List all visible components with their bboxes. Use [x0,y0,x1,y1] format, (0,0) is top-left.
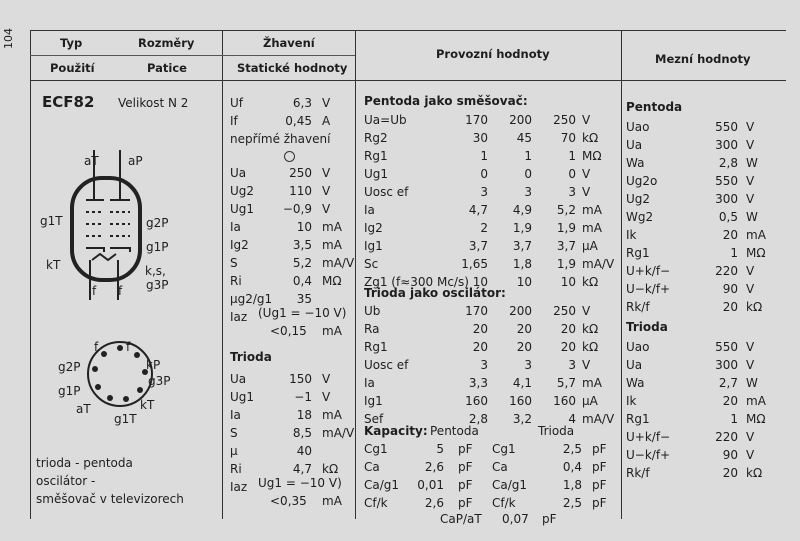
static-triode-unit: mA [322,408,342,422]
oscillator-v2: 200 [509,304,532,318]
limit-triode-val: 1 [730,412,738,426]
limit-pentode-unit: V [746,120,755,134]
limit-pentode-symbol: U−k/f+ [626,282,671,296]
heating-val: 6,3 [292,96,312,110]
limit-triode-symbol: Uao [626,340,650,354]
mixer-v1: 170 [465,113,488,127]
oscillator-symbol: Ia [364,376,375,390]
label-aT: aT [84,154,99,168]
limit-pentode-unit: kΩ [746,300,763,314]
oscillator-unit: V [582,304,591,318]
oscillator-v2: 3,2 [512,412,532,426]
col-rule-1 [222,30,223,519]
base-label-f1: f [94,340,99,354]
label-kT: kT [46,258,61,272]
static-triode-val: −1 [294,390,312,404]
limit-triode-val: 300 [715,358,738,372]
pin-2 [134,352,140,358]
oscillator-v3: 4 [568,412,576,426]
static-triode-iaz-unit: mA [322,494,342,508]
pin-5 [123,396,129,402]
usage-line-2: oscilátor - [36,474,96,488]
pin-9 [101,351,107,357]
limit-pentode-val: 0,5 [718,210,738,224]
label-f1: f [92,284,97,298]
capacity-pentode-value: 2,6 [424,460,444,474]
static-pentode-unit: mA [322,238,342,252]
limit-pentode-unit: mA [746,228,766,242]
mixer-v1: 3 [480,185,488,199]
limit-pentode-unit: V [746,138,755,152]
capacity-pentode-symbol: Ca/g1 [364,478,400,492]
static-triode-symbol: Ia [230,408,241,422]
mixer-v2: 1,8 [512,257,532,271]
limit-pentode-val: 2,8 [718,156,738,170]
static-triode-unit: V [322,372,331,386]
tube-name: ECF82 [42,93,95,111]
capacity-pentode-value: 0,01 [417,478,444,492]
mixer-v1: 3,7 [468,239,488,253]
mixer-v1: 1,65 [461,257,488,271]
oscillator-symbol: Ra [364,322,380,336]
static-pentode-symbol: Ug2 [230,184,255,198]
label-f2: f [118,284,123,298]
capacity-triode-value: 2,5 [562,496,582,510]
heater [92,254,116,260]
limit-pentode-symbol: Uao [626,120,650,134]
static-pentode-val: −0,9 [282,202,312,216]
pin-8 [92,366,98,372]
mixer-unit: mA [582,221,602,235]
mixer-symbol: Ig2 [364,221,383,235]
capacity-triode-unit: pF [592,442,607,456]
left-rule [30,30,31,519]
limit-triode-val: 90 [722,448,738,462]
mixer-v2: 0 [524,167,532,181]
limit-pentode-unit: V [746,192,755,206]
capacity-pentode-unit: pF [458,478,473,492]
static-pentode-symbol: Ua [230,166,247,180]
capacity-triode-value: 1,8 [562,478,582,492]
limit-pentode-unit: W [746,210,758,224]
mixer-v3: 1 [568,149,576,163]
oscillator-unit: V [582,358,591,372]
oscillator-v3: 5,7 [556,376,576,390]
limit-pentode-symbol: Wg2 [626,210,654,224]
limit-pentode-symbol: Wa [626,156,645,170]
limit-triode-unit: MΩ [746,412,766,426]
static-pentode-val: 5,2 [292,256,312,270]
header-typ: Typ [60,36,83,50]
capacity-triode-unit: pF [592,460,607,474]
oscillator-v3: 20 [560,322,576,336]
capacity-pentoda-label: Pentoda [430,424,479,438]
mixer-v1: 10 [472,275,488,289]
limit-pentode-val: 300 [715,138,738,152]
oscillator-unit: mA/V [582,412,615,426]
oscillator-v1: 2,8 [468,412,488,426]
header-rozmery: Rozměry [138,36,195,50]
tube-envelope [72,178,140,280]
static-pentode-iaz-condition: (Ug1 = −10 V) [258,306,347,320]
heating-unit: A [322,114,331,128]
capacity-inter-unit: pF [542,512,557,526]
label-g2P: g2P [146,216,169,230]
mixer-v1: 0 [480,167,488,181]
col-rule-3 [621,30,622,519]
oscillator-v3: 20 [560,340,576,354]
static-triode-symbol: μ [230,444,238,458]
mixer-v2: 4,9 [512,203,532,217]
oscillator-v2: 20 [516,322,532,336]
capacity-triode-symbol: Cg1 [492,442,516,456]
mixer-unit: V [582,113,591,127]
static-pentode-val: 35 [296,292,312,306]
limit-pentode-val: 300 [715,192,738,206]
mixer-v3: 3 [568,185,576,199]
oscillator-symbol: Uosc ef [364,358,409,372]
static-pentode-unit: V [322,184,331,198]
header-subrule [30,55,222,56]
mixer-symbol: Ua=Ub [364,113,407,127]
mixer-symbol: Ig1 [364,239,383,253]
mixer-unit: kΩ [582,131,599,145]
label-g1T: g1T [40,214,63,228]
mixer-symbol: Ug1 [364,167,389,181]
static-triode-iaz-symbol: Iaz [230,480,248,494]
oscillator-v1: 3,3 [468,376,488,390]
limit-triode-val: 220 [715,430,738,444]
static-triode-unit: V [322,390,331,404]
heating-symbol: If [230,114,238,128]
col-rule-2 [355,30,356,519]
capacity-inter-value: 0,07 [502,512,529,526]
limit-pentode-unit: MΩ [746,246,766,260]
capacity-pentode-unit: pF [458,460,473,474]
mixer-unit: MΩ [582,149,602,163]
mixer-unit: V [582,167,591,181]
header-provozni: Provozní hodnoty [436,47,550,61]
static-pentode-iaz-symbol: Iaz [230,310,248,324]
oscillator-v3: 250 [553,304,576,318]
limit-triode-symbol: U+k/f− [626,430,671,444]
mixer-v3: 3,7 [556,239,576,253]
limit-pentode-unit: V [746,174,755,188]
oscillator-v1: 170 [465,304,488,318]
limit-pentode-unit: V [746,282,755,296]
mixer-v2: 45 [516,131,532,145]
mixer-v2: 1 [524,149,532,163]
base-label-kP: kP [146,358,161,372]
mixer-symbol: Zg1 (f≈300 Mc/s) [364,275,469,289]
limit-triode-val: 550 [715,340,738,354]
base-label-kT: kT [140,398,155,412]
static-triode-symbol: S [230,426,238,440]
mixer-v1: 4,7 [468,203,488,217]
oscillator-symbol: Ig1 [364,394,383,408]
static-pentode-iaz-value: <0,15 [270,324,307,338]
limit-pentode-unit: V [746,264,755,278]
oscillator-symbol: Rg1 [364,340,388,354]
mixer-v3: 1,9 [556,221,576,235]
static-triode-iaz-value: <0,35 [270,494,307,508]
cathode-t [86,248,104,252]
capacity-pentode-symbol: Cf/k [364,496,388,510]
limit-pentode-symbol: Ug2o [626,174,658,188]
oscillator-unit: kΩ [582,322,599,336]
static-triode-symbol: Ug1 [230,390,255,404]
oscillator-unit: μA [582,394,598,408]
static-triode-val: 40 [296,444,312,458]
oscillator-v2: 20 [516,340,532,354]
mixer-v2: 200 [509,113,532,127]
mixer-v3: 1,9 [556,257,576,271]
pin-1 [117,345,123,351]
capacity-triode-value: 2,5 [562,442,582,456]
base-label-g2P: g2P [58,360,81,374]
static-triode-val: 4,7 [292,462,312,476]
oscillator-v2: 3 [524,358,532,372]
mixer-v1: 2 [480,221,488,235]
capacity-trioda-label: Trioda [538,424,575,438]
limit-triode-title: Trioda [626,320,668,334]
oscillator-v1: 20 [472,322,488,336]
mixer-v3: 0 [568,167,576,181]
limit-pentode-symbol: Ik [626,228,637,242]
limit-pentode-unit: W [746,156,758,170]
oscillator-unit: mA [582,376,602,390]
limit-pentode-symbol: Rk/f [626,300,650,314]
mixer-v3: 5,2 [556,203,576,217]
capacity-triode-symbol: Ca [492,460,508,474]
limit-pentode-val: 20 [722,300,738,314]
limit-triode-val: 20 [722,394,738,408]
oscillator-symbol: Sef [364,412,384,426]
limit-triode-unit: V [746,340,755,354]
header-pouziti: Použití [50,61,95,75]
capacity-triode-value: 0,4 [562,460,582,474]
usage-line-3: směšovač v televizorech [36,492,184,506]
mixer-symbol: Sc [364,257,379,271]
limit-triode-symbol: Ua [626,358,643,372]
static-triode-val: 150 [289,372,312,386]
capacity-triode-symbol: Ca/g1 [492,478,528,492]
static-pentode-symbol: Ia [230,220,241,234]
capacity-pentode-symbol: Cg1 [364,442,388,456]
mixer-v3: 10 [560,275,576,289]
static-pentode-symbol: Ug1 [230,202,255,216]
indirect-heating-mark-icon [284,151,295,162]
pin-7 [95,384,101,390]
static-pentode-unit: mA [322,220,342,234]
base-label-f2: f [126,340,131,354]
header-staticke: Statické hodnoty [237,61,348,75]
mixer-unit: kΩ [582,275,599,289]
static-pentode-symbol: Ig2 [230,238,249,252]
header-rule [30,80,786,81]
static-pentode-unit: mA/V [322,256,355,270]
static-triode-unit: kΩ [322,462,339,476]
static-pentode-unit: MΩ [322,274,342,288]
oscillator-v3: 3 [568,358,576,372]
mixer-title: Pentoda jako směšovač: [364,94,528,108]
mixer-symbol: Rg1 [364,149,388,163]
limit-triode-unit: mA [746,394,766,408]
mixer-symbol: Ia [364,203,375,217]
static-triode-val: 8,5 [292,426,312,440]
capacity-pentode-symbol: Ca [364,460,380,474]
mixer-symbol: Rg2 [364,131,388,145]
label-g1P: g1P [146,240,169,254]
oscillator-v1: 20 [472,340,488,354]
mixer-v3: 250 [553,113,576,127]
header-mezni: Mezní hodnoty [655,52,751,66]
capacity-inter-symbol: CaP/aT [440,512,482,526]
static-pentode-val: 10 [296,220,312,234]
static-triode-symbol: Ri [230,462,242,476]
limit-pentode-val: 1 [730,246,738,260]
limit-triode-unit: V [746,358,755,372]
label-ks: k,s, [145,264,166,278]
static-triode-symbol: Ua [230,372,247,386]
oscillator-v1: 3 [480,358,488,372]
label-g3P: g3P [146,278,169,292]
mixer-v2: 10 [516,275,532,289]
capacity-pentode-unit: pF [458,496,473,510]
limit-triode-symbol: Wa [626,376,645,390]
oscillator-v2: 4,1 [512,376,532,390]
mixer-unit: μA [582,239,598,253]
tube-size: Velikost N 2 [118,96,189,110]
static-triode-unit: mA/V [322,426,355,440]
limit-triode-unit: V [746,448,755,462]
static-triode-title: Trioda [230,350,272,364]
header-patice: Patice [147,61,187,75]
limit-pentode-val: 220 [715,264,738,278]
static-pentode-symbol: S [230,256,238,270]
heating-symbol: Uf [230,96,244,110]
limit-pentode-symbol: Ua [626,138,643,152]
static-triode-iaz-condition: Ug1 = −10 V) [258,476,342,490]
oscillator-title: Trioda jako oscilátor: [364,286,506,300]
limit-triode-val: 20 [722,466,738,480]
oscillator-symbol: Ub [364,304,381,318]
mixer-v1: 1 [480,149,488,163]
limit-pentode-symbol: Rg1 [626,246,650,260]
limit-triode-symbol: U−k/f+ [626,448,671,462]
header-zhaveni: Žhavení [263,36,315,50]
mixer-v2: 3,7 [512,239,532,253]
capacity-triode-unit: pF [592,478,607,492]
capacity-triode-unit: pF [592,496,607,510]
capacity-pentode-unit: pF [458,442,473,456]
static-pentode-val: 0,4 [292,274,312,288]
limit-triode-unit: V [746,430,755,444]
limit-pentode-val: 550 [715,174,738,188]
capacity-pentode-value: 5 [436,442,444,456]
heating-val: 0,45 [285,114,312,128]
mixer-v1: 30 [472,131,488,145]
header-subrule-2 [222,55,355,56]
limit-triode-val: 2,7 [718,376,738,390]
capacity-triode-symbol: Cf/k [492,496,516,510]
static-pentode-symbol: μg2/g1 [230,292,273,306]
limit-pentode-val: 20 [722,228,738,242]
static-pentode-iaz-unit: mA [322,324,342,338]
capacity-pentode-value: 2,6 [424,496,444,510]
oscillator-unit: kΩ [582,340,599,354]
limit-triode-unit: W [746,376,758,390]
base-label-g1T: g1T [114,412,137,426]
base-label-aT: aT [76,402,91,416]
limit-pentode-val: 90 [722,282,738,296]
limit-pentode-val: 550 [715,120,738,134]
mixer-v2: 1,9 [512,221,532,235]
pin-6 [107,395,113,401]
table-top-rule [30,30,786,31]
mixer-unit: mA [582,203,602,217]
limit-pentode-symbol: Ug2 [626,192,651,206]
oscillator-v3: 160 [553,394,576,408]
mixer-v3: 70 [560,131,576,145]
static-pentode-val: 3,5 [292,238,312,252]
limit-triode-symbol: Rg1 [626,412,650,426]
heating-unit: V [322,96,331,110]
static-pentode-val: 250 [289,166,312,180]
limit-pentode-title: Pentoda [626,100,683,114]
limit-pentode-symbol: U+k/f− [626,264,671,278]
base-label-g3P: g3P [148,374,171,388]
static-pentode-val: 110 [289,184,312,198]
mixer-unit: V [582,185,591,199]
static-pentode-unit: V [322,166,331,180]
oscillator-v2: 160 [509,394,532,408]
limit-triode-unit: kΩ [746,466,763,480]
page-number: 104 [2,28,15,49]
label-aP: aP [128,154,143,168]
heating-note: nepřímé žhavení [230,132,331,146]
limit-triode-symbol: Rk/f [626,466,650,480]
oscillator-v1: 160 [465,394,488,408]
static-pentode-symbol: Ri [230,274,242,288]
usage-line-1: trioda - pentoda [36,456,133,470]
static-triode-val: 18 [296,408,312,422]
mixer-unit: mA/V [582,257,615,271]
cathode-p [110,248,130,252]
static-pentode-unit: V [322,202,331,216]
limit-triode-symbol: Ik [626,394,637,408]
capacity-title: Kapacity: [364,424,428,438]
pin-4 [137,387,143,393]
mixer-v2: 3 [524,185,532,199]
base-label-g1P: g1P [58,384,81,398]
mixer-symbol: Uosc ef [364,185,409,199]
